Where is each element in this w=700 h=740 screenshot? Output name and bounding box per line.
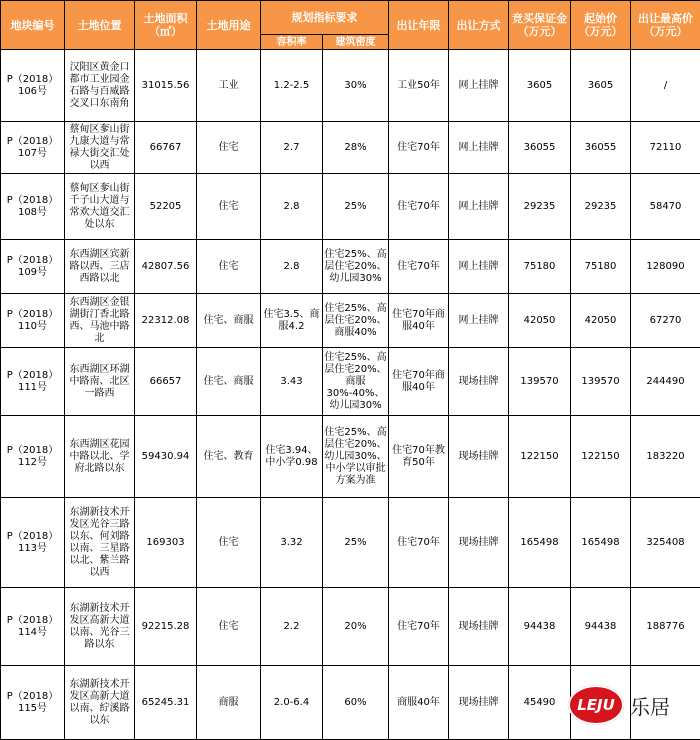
cell-start-price: 165498 [571,498,631,588]
cell-code-line2: 106号 [2,86,63,98]
cell-term: 住宅70年教育50年 [389,416,449,498]
header-term: 出让年限 [389,1,449,50]
cell-term: 住宅70年商服40年 [389,348,449,416]
cell-deposit: 122150 [509,416,571,498]
cell-far: 2.8 [261,174,323,240]
header-area-line2: （㎡） [136,25,195,38]
cell-max-price: 58470 [631,174,700,240]
cell-far: 2.0-6.4 [261,666,323,740]
cell-area: 66767 [135,122,197,174]
table-row [1,122,700,174]
cell-use: 住宅 [197,240,261,294]
header-deposit [509,1,571,50]
leju-logo [568,682,678,728]
header-max-line2: （万元） [632,25,699,38]
cell-code [1,174,65,240]
cell-use: 住宅、商服 [197,348,261,416]
cell-far: 住宅3.94、中小学0.98 [261,416,323,498]
cell-code-line2: 114号 [2,627,63,639]
cell-location: 东西湖区花园中路以北、学府北路以东 [65,416,135,498]
header-start-line1: 起始价 [572,12,629,25]
cell-code-line1: P（2018） [2,195,63,207]
cell-method: 网上挂牌 [449,294,509,348]
cell-method: 网上挂牌 [449,122,509,174]
cell-start-price: 94438 [571,588,631,666]
cell-term: 住宅70年 [389,498,449,588]
cell-deposit: 36055 [509,122,571,174]
table-row [1,294,700,348]
cell-code-line1: P（2018） [2,74,63,86]
cell-max-price: 67270 [631,294,700,348]
cell-method: 现场挂牌 [449,416,509,498]
cell-use: 住宅 [197,174,261,240]
cell-method: 现场挂牌 [449,588,509,666]
cell-max-price: / [631,50,700,122]
cell-area: 59430.94 [135,416,197,498]
cell-density: 30% [323,50,389,122]
cell-far: 1.2-2.5 [261,50,323,122]
cell-max-price: 72110 [631,122,700,174]
cell-area: 22312.08 [135,294,197,348]
cell-deposit: 94438 [509,588,571,666]
cell-density: 28% [323,122,389,174]
cell-term: 住宅70年商服40年 [389,294,449,348]
cell-area: 42807.56 [135,240,197,294]
cell-term: 工业50年 [389,50,449,122]
cell-far: 3.32 [261,498,323,588]
cell-far: 3.43 [261,348,323,416]
cell-location: 东湖新技术开发区光谷三路以东、何刘路以南、三星路以北、紫兰路以西 [65,498,135,588]
cell-code-line2: 112号 [2,457,63,469]
cell-code-line2: 110号 [2,321,63,333]
cell-start-price: 29235 [571,174,631,240]
cell-max-price: 325408 [631,498,700,588]
cell-max-price: 188776 [631,588,700,666]
leju-logo-mark: LEJU [568,685,624,725]
cell-term: 住宅70年 [389,122,449,174]
cell-deposit: 42050 [509,294,571,348]
header-method: 出让方式 [449,1,509,50]
cell-method: 网上挂牌 [449,174,509,240]
cell-start-price: 139570 [571,348,631,416]
cell-method: 网上挂牌 [449,50,509,122]
cell-density: 住宅25%、高层住宅20%、幼儿园30%、中小学以审批方案为准 [323,416,389,498]
cell-density: 25% [323,498,389,588]
cell-code-line1: P（2018） [2,691,63,703]
cell-far: 住宅3.5、商服4.2 [261,294,323,348]
cell-location: 东湖新技术开发区高新大道以南、紵溪路以东 [65,666,135,740]
table-row [1,348,700,416]
header-far: 容积率 [261,35,323,50]
cell-start-price: 36055 [571,122,631,174]
table-row [1,416,700,498]
cell-start-price: 75180 [571,240,631,294]
cell-area: 52205 [135,174,197,240]
header-deposit-line1: 竞买保证金 [510,12,569,25]
cell-far: 2.8 [261,240,323,294]
cell-code [1,50,65,122]
cell-code-line1: P（2018） [2,531,63,543]
cell-term: 住宅70年 [389,240,449,294]
cell-deposit: 139570 [509,348,571,416]
cell-code [1,416,65,498]
cell-area: 66657 [135,348,197,416]
cell-use: 住宅 [197,498,261,588]
cell-term: 住宅70年 [389,588,449,666]
cell-far: 2.2 [261,588,323,666]
cell-deposit: 3605 [509,50,571,122]
table-row [1,240,700,294]
header-density: 建筑密度 [323,35,389,50]
header-location: 土地位置 [65,1,135,50]
cell-code-line2: 109号 [2,267,63,279]
cell-density: 住宅25%、高层住宅20%、幼儿园30% [323,240,389,294]
cell-max-price: 244490 [631,348,700,416]
cell-location: 东西湖区环湖中路南、北区一路西 [65,348,135,416]
cell-location: 东西湖区宾新路以西、三店西路以北 [65,240,135,294]
cell-use: 住宅、商服 [197,294,261,348]
cell-method: 现场挂牌 [449,348,509,416]
header-code: 地块编号 [1,1,65,50]
table-body [1,50,700,740]
header-start-line2: （万元） [572,25,629,38]
table-row [1,50,700,122]
cell-deposit: 75180 [509,240,571,294]
cell-code-line1: P（2018） [2,255,63,267]
cell-use: 住宅、教育 [197,416,261,498]
cell-code [1,666,65,740]
cell-location: 东湖新技术开发区高新大道以南、光谷三路以东 [65,588,135,666]
cell-code-line1: P（2018） [2,370,63,382]
cell-start-price: 122150 [571,416,631,498]
cell-code [1,588,65,666]
cell-method: 网上挂牌 [449,240,509,294]
cell-use: 住宅 [197,588,261,666]
header-planning: 规划指标要求 [261,1,389,35]
cell-use: 工业 [197,50,261,122]
cell-code-line2: 107号 [2,148,63,160]
cell-location: 汉阳区黄金口都市工业园金石路与百威路交叉口东南角 [65,50,135,122]
cell-method: 现场挂牌 [449,498,509,588]
cell-code-line2: 115号 [2,703,63,715]
cell-code-line1: P（2018） [2,309,63,321]
cell-term: 商服40年 [389,666,449,740]
cell-density: 20% [323,588,389,666]
cell-density: 60% [323,666,389,740]
cell-code [1,498,65,588]
header-area-line1: 土地面积 [136,12,195,25]
cell-code [1,122,65,174]
cell-density: 25% [323,174,389,240]
cell-code-line1: P（2018） [2,445,63,457]
cell-code-line2: 113号 [2,543,63,555]
header-max-price [631,1,700,50]
header-area [135,1,197,50]
cell-code [1,240,65,294]
cell-term: 住宅70年 [389,174,449,240]
cell-code [1,294,65,348]
cell-deposit: 45490 [509,666,571,740]
cell-start-price: 42050 [571,294,631,348]
table-row [1,498,700,588]
cell-location: 东西湖区金银湖街汀香北路西、马池中路北 [65,294,135,348]
cell-code-line1: P（2018） [2,136,63,148]
cell-max-price: 183220 [631,416,700,498]
cell-deposit: 165498 [509,498,571,588]
cell-use: 商服 [197,666,261,740]
cell-area: 65245.31 [135,666,197,740]
cell-use: 住宅 [197,122,261,174]
cell-code-line2: 108号 [2,207,63,219]
cell-method: 现场挂牌 [449,666,509,740]
cell-code-line2: 111号 [2,382,63,394]
cell-code-line1: P（2018） [2,615,63,627]
cell-density: 住宅25%、高层住宅20%、商服40% [323,294,389,348]
cell-location: 蔡甸区奓山街千子山大道与常欢大道交汇处以东 [65,174,135,240]
cell-location: 蔡甸区奓山街九康大道与常禄大街交汇处以西 [65,122,135,174]
header-deposit-line2: （万元） [510,25,569,38]
cell-start-price: 3605 [571,50,631,122]
cell-area: 92215.28 [135,588,197,666]
header-start-price [571,1,631,50]
cell-density: 住宅25%、高层住宅20%、商服30%-40%、幼儿园30% [323,348,389,416]
table-row [1,174,700,240]
cell-code [1,348,65,416]
header-use: 土地用途 [197,1,261,50]
cell-max-price: 128090 [631,240,700,294]
table-row [1,588,700,666]
cell-deposit: 29235 [509,174,571,240]
leju-logo-text: 乐居 [630,691,670,720]
cell-area: 169303 [135,498,197,588]
cell-far: 2.7 [261,122,323,174]
cell-area: 31015.56 [135,50,197,122]
header-max-line1: 出让最高价 [632,12,699,25]
